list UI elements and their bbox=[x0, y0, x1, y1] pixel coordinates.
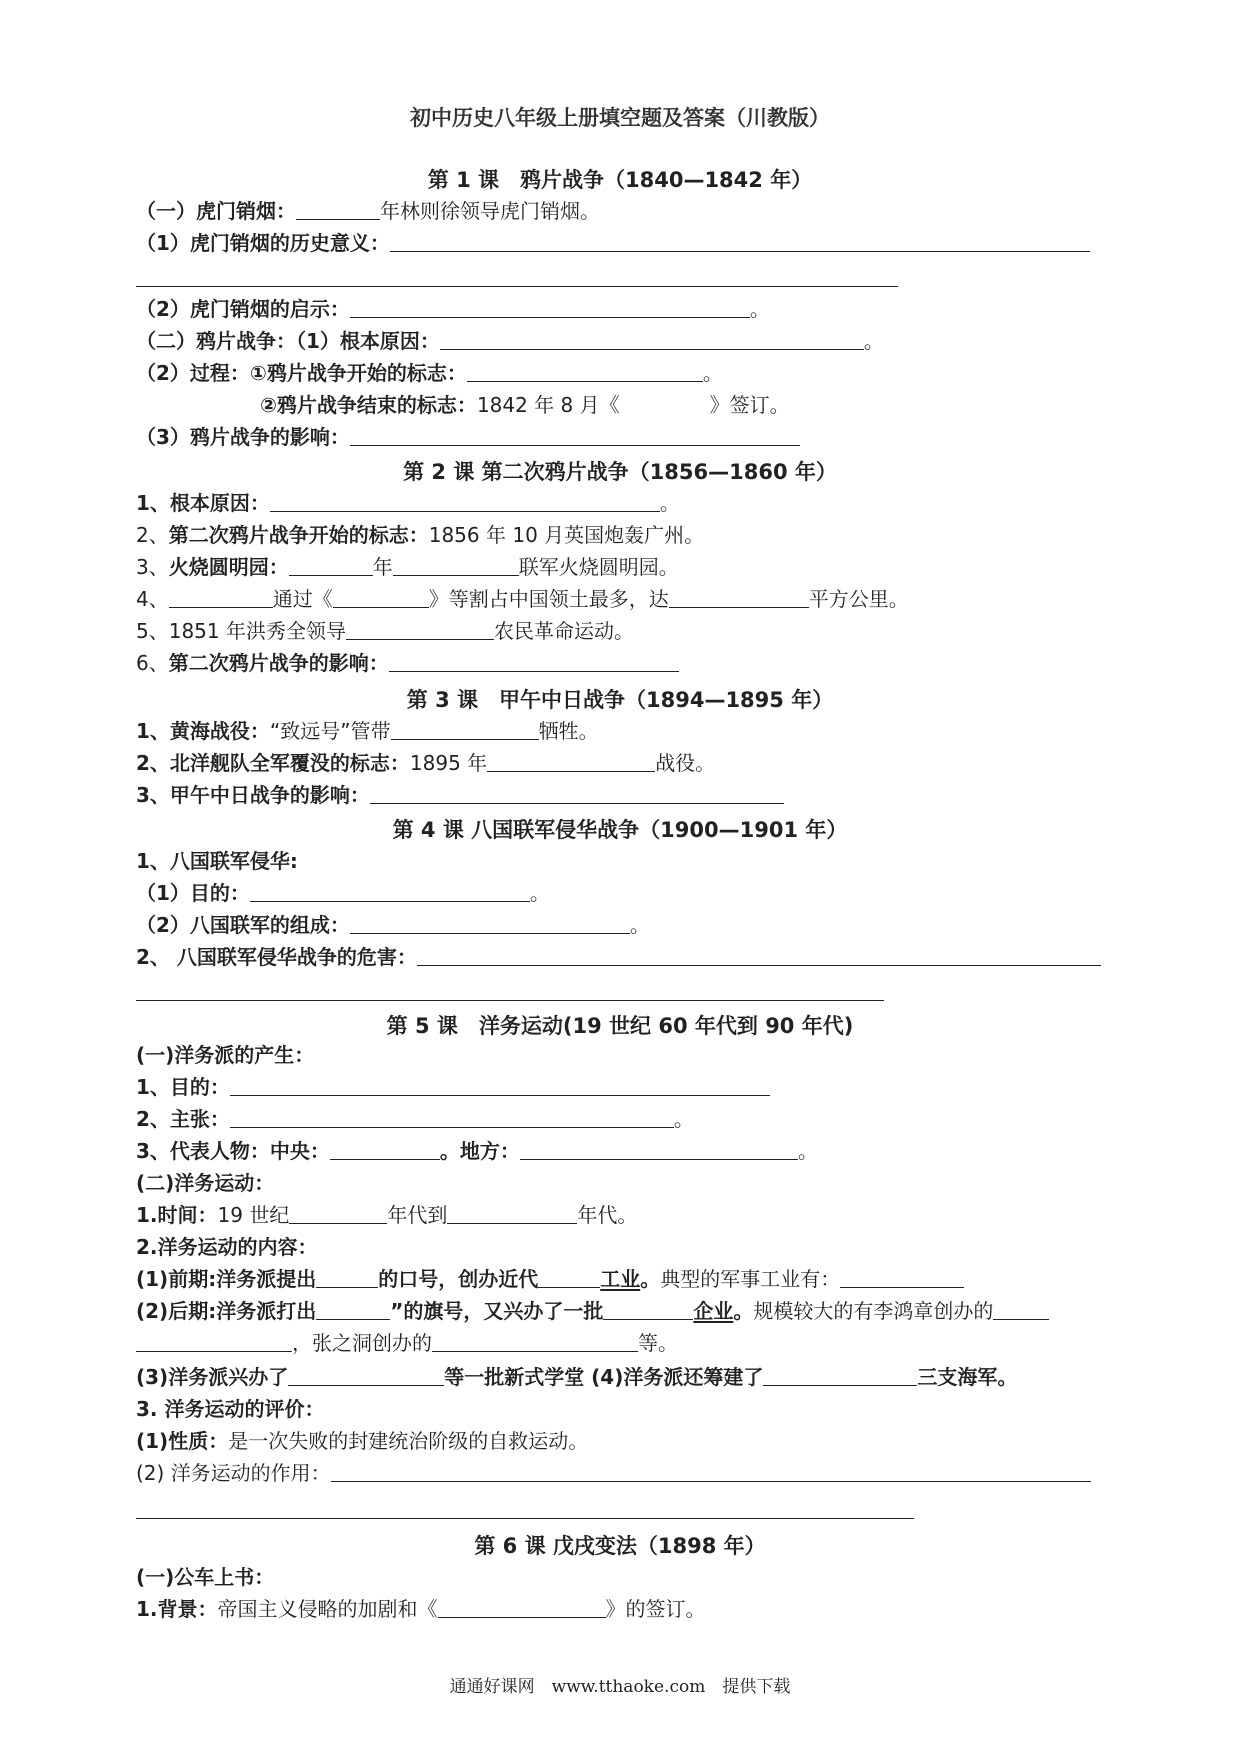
l5-s2-heading: (二)洋务运动： bbox=[136, 1171, 275, 1195]
blank[interactable] bbox=[350, 913, 630, 934]
l5-s2-q1 bbox=[136, 1202, 637, 1228]
blank[interactable] bbox=[346, 619, 494, 640]
l3-q3 bbox=[136, 782, 784, 808]
l6-q1-b: 》的签订。 bbox=[605, 1597, 706, 1621]
l5-e2-label: (2) 洋务运动的作用： bbox=[136, 1461, 331, 1485]
l5-s1-q2-label: 2、主张： bbox=[136, 1107, 230, 1131]
blank[interactable] bbox=[333, 587, 429, 608]
end-mark: 。 bbox=[863, 329, 884, 353]
blank[interactable] bbox=[289, 1203, 387, 1224]
blank[interactable] bbox=[169, 587, 273, 608]
l2-q5-b: 农民革命运动。 bbox=[494, 619, 634, 643]
blank[interactable] bbox=[289, 555, 373, 576]
blank[interactable] bbox=[763, 1365, 917, 1386]
l1-q1 bbox=[136, 198, 600, 224]
l2-q1-label: 1、根本原因： bbox=[136, 491, 270, 515]
lesson-3-title: 第 3 课 甲午中日战争（1894—1895 年） bbox=[406, 688, 834, 712]
l4-q1b-label: （2）八国联军的组成： bbox=[136, 913, 350, 937]
l5-content-3 bbox=[136, 1364, 1017, 1390]
l3-q2-b: 战役。 bbox=[655, 751, 716, 775]
l4-q2-label: 2、 八国联军侵华战争的危害： bbox=[136, 945, 417, 969]
l4-q1a-label: （1）目的： bbox=[136, 881, 250, 905]
l1-q2 bbox=[136, 230, 1090, 256]
l1-q3-label: （2）虎门销烟的启示： bbox=[136, 297, 350, 321]
blank[interactable] bbox=[230, 1107, 674, 1128]
l5-s2-q1-c: 年代。 bbox=[577, 1203, 638, 1227]
blank[interactable] bbox=[331, 1461, 1091, 1482]
end-mark: 。 bbox=[797, 1139, 818, 1163]
l1-q6 bbox=[260, 392, 790, 418]
l5-content-2b bbox=[136, 1330, 678, 1356]
blank[interactable] bbox=[467, 361, 703, 382]
l5-c3-b: 等一批新式学堂 (4)洋务派还筹建了 bbox=[444, 1365, 764, 1389]
lesson-2-title: 第 2 课 第二次鸦片战争（1856—1860 年） bbox=[403, 460, 837, 484]
l4-q2 bbox=[136, 944, 1101, 970]
l5-c2-d: 。 bbox=[733, 1299, 754, 1323]
blank[interactable] bbox=[250, 881, 530, 902]
l2-q2-text: 1856 年 10 月英国炮轰广州。 bbox=[428, 523, 705, 547]
blank[interactable] bbox=[417, 945, 1101, 966]
blank[interactable] bbox=[993, 1299, 1049, 1320]
l5-e2 bbox=[136, 1460, 1091, 1486]
l5-s2-q1-label: 1.时间： bbox=[136, 1203, 218, 1227]
l5-c3-a: (3)洋务派兴办了 bbox=[136, 1365, 289, 1389]
blank[interactable] bbox=[350, 297, 750, 318]
l5-e1-label: (1)性质： bbox=[136, 1429, 229, 1453]
l5-c1-d: 。 bbox=[640, 1267, 661, 1291]
l5-s2-q2-label: 2.洋务运动的内容： bbox=[136, 1235, 318, 1259]
end-mark: 。 bbox=[629, 913, 650, 937]
l5-s1 bbox=[136, 1042, 314, 1068]
blank[interactable] bbox=[603, 1299, 693, 1320]
l2-q4-b: 》等割占中国领土最多，达 bbox=[428, 587, 669, 611]
l1-q4-label: （二）鸦片战争：（1）根本原因： bbox=[136, 329, 440, 353]
l2-q3-year: 年 bbox=[372, 555, 393, 579]
l5-content-2 bbox=[136, 1298, 1049, 1324]
l5-s1-q1 bbox=[136, 1074, 770, 1100]
l3-q3-label: 3、甲午中日战争的影响： bbox=[136, 783, 370, 807]
l5-c1-c: 工业 bbox=[600, 1267, 641, 1291]
l6-q1-a: 帝国主义侵略的加剧和《 bbox=[217, 1597, 438, 1621]
l1-q6-text: 1842 年 8 月《 bbox=[476, 393, 620, 417]
l1-q3 bbox=[136, 296, 770, 322]
l5-s2-q1-b: 年代到 bbox=[387, 1203, 448, 1227]
l4-q1a bbox=[136, 880, 550, 906]
l2-q3-label: 火烧圆明园： bbox=[168, 555, 289, 579]
l3-q2-label: 2、北洋舰队全军覆没的标志： bbox=[136, 751, 410, 775]
l3-q1-a: “致远号”管带 bbox=[269, 719, 391, 743]
l5-c1-a: (1)前期:洋务派提出 bbox=[136, 1267, 317, 1291]
l2-q3-text: 联军火烧圆明园。 bbox=[518, 555, 679, 579]
l1-q1-label: （一）虎门销烟： bbox=[136, 199, 296, 223]
blank[interactable] bbox=[538, 1267, 600, 1288]
l1-q6-text-end: 》签订。 bbox=[709, 393, 790, 417]
l5-s2 bbox=[136, 1170, 274, 1196]
l3-q1-label: 1、黄海战役： bbox=[136, 719, 270, 743]
l5-e1-text: 是一次失败的封建统治阶级的自救运动。 bbox=[228, 1429, 589, 1453]
lesson-5-title: 第 5 课 洋务运动(19 世纪 60 年代到 90 年代) bbox=[386, 1014, 854, 1038]
l5-s1-q2 bbox=[136, 1106, 694, 1132]
l5-s1-q3 bbox=[136, 1138, 818, 1164]
end-mark: 。 bbox=[702, 361, 723, 385]
l2-q3 bbox=[136, 554, 679, 580]
l5-c2-c: 企业 bbox=[693, 1299, 734, 1323]
l5-c2-b: ”的旗号，又兴办了一批 bbox=[390, 1299, 604, 1323]
blank[interactable] bbox=[230, 1075, 770, 1096]
l1-q5 bbox=[136, 360, 723, 386]
blank[interactable] bbox=[389, 651, 679, 672]
l2-q6 bbox=[136, 650, 679, 676]
l2-q3-num: 3、 bbox=[136, 555, 169, 579]
l5-s2-q1-a: 19 世纪 bbox=[217, 1203, 290, 1227]
l5-s2-q2 bbox=[136, 1234, 318, 1260]
blank[interactable] bbox=[393, 555, 519, 576]
blank[interactable] bbox=[316, 1299, 390, 1320]
l3-q2-a: 1895 年 bbox=[409, 751, 488, 775]
l4-q1-label: 1、八国联军侵华: bbox=[136, 849, 298, 873]
l2-q5 bbox=[136, 618, 634, 644]
blank[interactable] bbox=[288, 1365, 444, 1386]
l1-q7-label: （3）鸦片战争的影响： bbox=[136, 425, 350, 449]
blank[interactable] bbox=[270, 491, 660, 512]
l5-c1-b: 的口号，创办近代 bbox=[378, 1267, 539, 1291]
end-mark: 。 bbox=[673, 1107, 694, 1131]
blank[interactable] bbox=[440, 329, 864, 350]
l1-q5-label: （2）过程：①鸦片战争开始的标志： bbox=[136, 361, 467, 385]
l1-q4 bbox=[136, 328, 884, 354]
l5-s3-heading: 3. 洋务运动的评价： bbox=[136, 1397, 325, 1421]
end-mark: 。 bbox=[749, 297, 770, 321]
lesson-4-title: 第 4 课 八国联军侵华战争（1900—1901 年） bbox=[392, 818, 848, 842]
blank[interactable] bbox=[370, 783, 784, 804]
blank[interactable] bbox=[447, 1203, 577, 1224]
l2-q5-a: 1851 年洪秀全领导 bbox=[168, 619, 346, 643]
l6-s1-heading: (一)公车上书： bbox=[136, 1565, 275, 1589]
l5-c2-a: (2)后期:洋务派打出 bbox=[136, 1299, 317, 1323]
l2-q2 bbox=[136, 522, 704, 548]
blank[interactable] bbox=[840, 1267, 964, 1288]
l3-q1-b: 牺牲。 bbox=[538, 719, 599, 743]
l6-q1 bbox=[136, 1596, 706, 1622]
l2-q1 bbox=[136, 490, 680, 516]
blank[interactable] bbox=[432, 1331, 638, 1352]
l5-s3 bbox=[136, 1396, 324, 1422]
l1-q7 bbox=[136, 424, 800, 450]
answer-line[interactable] bbox=[136, 1000, 884, 1001]
l5-s1-heading: (一)洋务派的产生： bbox=[136, 1043, 315, 1067]
l2-q6-num: 6、 bbox=[136, 651, 169, 675]
answer-line[interactable] bbox=[136, 286, 898, 287]
l4-q1b bbox=[136, 912, 650, 938]
blank[interactable] bbox=[391, 719, 539, 740]
l1-q2-label: （1）虎门销烟的历史意义： bbox=[136, 231, 390, 255]
l5-content-1 bbox=[136, 1266, 964, 1292]
blank[interactable] bbox=[438, 1597, 606, 1618]
end-mark: 。 bbox=[529, 881, 550, 905]
blank[interactable] bbox=[296, 199, 380, 220]
page-footer: 通通好课网 www.tthaoke.com 提供下载 bbox=[449, 1677, 791, 1697]
l4-q1 bbox=[136, 848, 298, 874]
l2-q2-label: 第二次鸦片战争开始的标志： bbox=[168, 523, 429, 547]
blank[interactable] bbox=[330, 1139, 440, 1160]
lesson-6-title: 第 6 课 戊戌变法（1898 年） bbox=[474, 1534, 766, 1558]
l2-q4-num: 4、 bbox=[136, 587, 169, 611]
l2-q5-num: 5、 bbox=[136, 619, 169, 643]
l5-c2-f: ，张之洞创办的 bbox=[292, 1331, 432, 1355]
document-title: 初中历史八年级上册填空题及答案（川教版） bbox=[410, 106, 830, 130]
l1-q6-label: ②鸦片战争结束的标志： bbox=[260, 393, 477, 417]
blank[interactable] bbox=[390, 231, 1090, 252]
blank[interactable] bbox=[316, 1267, 378, 1288]
l1-q1-suffix: 年林则徐领导虎门销烟。 bbox=[380, 199, 600, 223]
l6-s1 bbox=[136, 1564, 274, 1590]
blank[interactable] bbox=[350, 425, 800, 446]
l3-q2 bbox=[136, 750, 715, 776]
blank[interactable] bbox=[487, 751, 655, 772]
l5-c2-g: 等。 bbox=[638, 1331, 678, 1355]
end-mark: 。 bbox=[659, 491, 680, 515]
l5-s1-q1-label: 1、目的： bbox=[136, 1075, 230, 1099]
l2-q4-c: 平方公里。 bbox=[808, 587, 909, 611]
l2-q2-num: 2、 bbox=[136, 523, 169, 547]
l5-c2-e: 规模较大的有李鸿章创办的 bbox=[753, 1299, 994, 1323]
l5-c3-c: 三支海军。 bbox=[917, 1365, 1018, 1389]
l3-q1 bbox=[136, 718, 599, 744]
l6-q1-label: 1.背景： bbox=[136, 1597, 218, 1621]
l2-q6-label: 第二次鸦片战争的影响： bbox=[168, 651, 389, 675]
l2-q4 bbox=[136, 586, 909, 612]
blank[interactable] bbox=[136, 1331, 292, 1352]
blank[interactable] bbox=[520, 1139, 798, 1160]
lesson-1-title: 第 1 课 鸦片战争（1840—1842 年） bbox=[427, 168, 813, 192]
l5-s1-q3-b: 。地方： bbox=[439, 1139, 520, 1163]
l5-c1-e: 典型的军事工业有： bbox=[660, 1267, 841, 1291]
l5-e1 bbox=[136, 1428, 588, 1454]
answer-line[interactable] bbox=[136, 1518, 914, 1519]
l5-s1-q3-a: 3、代表人物：中央： bbox=[136, 1139, 330, 1163]
l2-q4-a: 通过《 bbox=[272, 587, 333, 611]
blank[interactable] bbox=[669, 587, 809, 608]
